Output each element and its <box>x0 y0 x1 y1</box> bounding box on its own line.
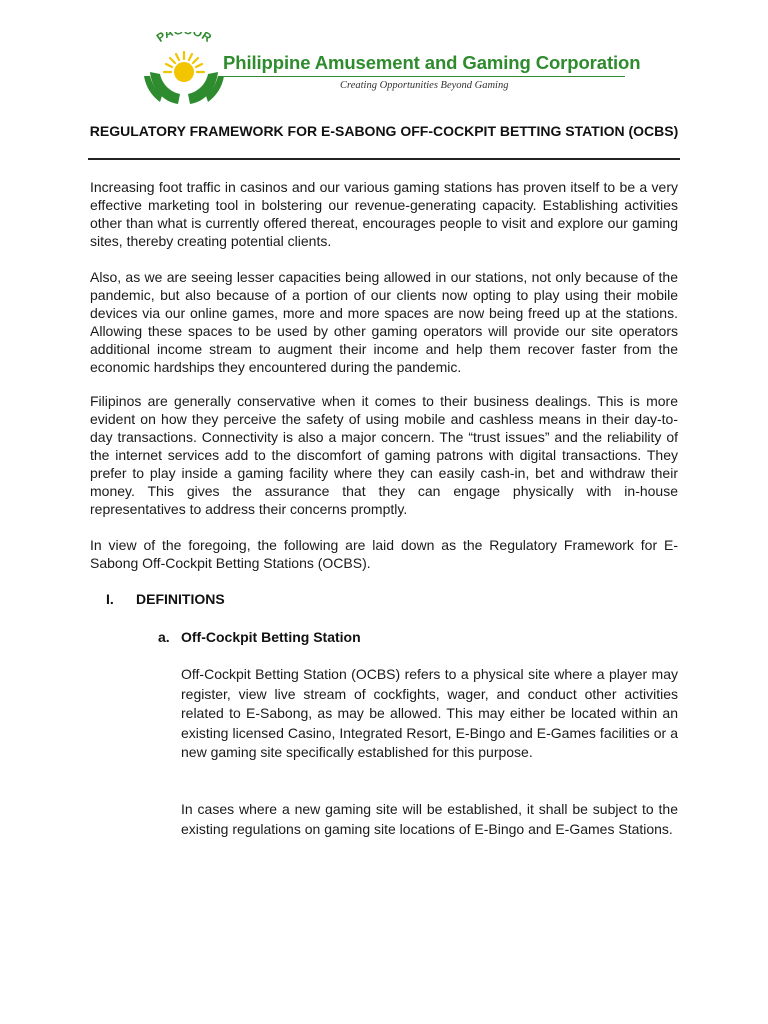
subsection-heading: Off-Cockpit Betting Station <box>181 629 361 645</box>
section-number: I. <box>106 591 114 607</box>
title-divider <box>88 158 680 160</box>
body-paragraph-1: Increasing foot traffic in casinos and our various gaming stations has proven itself to be a very effective marketing tool in bolstering our revenue-generating capacity. Establishing activities other than what is currently offered thereat, encourages people to visit and explore our gaming sites, thereby creating potential clients. <box>90 179 678 249</box>
section-heading: DEFINITIONS <box>136 591 225 607</box>
subsection-paragraph-1: Off-Cockpit Betting Station (OCBS) refers to a physical site where a player may register, view live stream of cockfights, wager, and conduct other activities related to E-Sabong, as may be allowed. This may either be located within an existing licensed Casino, Integrated Resort, E-Bingo and E-Games facilities or a new gaming site specifically established for this purpose. <box>181 666 678 760</box>
body-paragraph-4: In view of the foregoing, the following are laid down as the Regulatory Framework for E-Sabong Off-Cockpit Betting Stations (OCBS). <box>90 537 678 571</box>
subsection-paragraph-2: In cases where a new gaming site will be established, it shall be subject to the existing regulations on gaming site locations of E-Bingo and E-Games Stations. <box>181 801 678 837</box>
header-divider <box>223 76 625 77</box>
body-paragraph-3: Filipinos are generally conservative when it comes to their business dealings. This is more evident on how they perceive the safety of using mobile and cashless means in their day-to-day transactions. Connectivity is also a major concern. The “trust issues” and the reliability of the internet services add to the discomfort of gaming patrons with digital transactions. They prefer to play inside a gaming facility where they can easily cash-in, bet and withdraw their money. This gives the assurance that they can engage physically with in-house representatives to address their concerns promptly. <box>90 393 678 517</box>
svg-text:PAGCOR: PA OR <box>153 32 215 45</box>
document-title: REGULATORY FRAMEWORK FOR E-SABONG OFF-COCKPIT BETTING STATION (OCBS) <box>89 123 679 139</box>
organization-tagline: Creating Opportunities Beyond Gaming <box>340 80 509 91</box>
organization-name: Philippine Amusement and Gaming Corporation <box>223 52 641 73</box>
subsection-letter: a. <box>158 629 170 645</box>
body-paragraph-2: Also, as we are seeing lesser capacities being allowed in our stations, not only because of the pandemic, but also because of a portion of our clients now opting to play using their mobile devices via our online games, more and more spaces are now being freed up at the stations. Allowing these spaces to be used by other gaming operators will provide our site operators additional income stream to augment their income and help them recover faster from the economic hardships they encountered during the pandemic. <box>90 269 678 375</box>
